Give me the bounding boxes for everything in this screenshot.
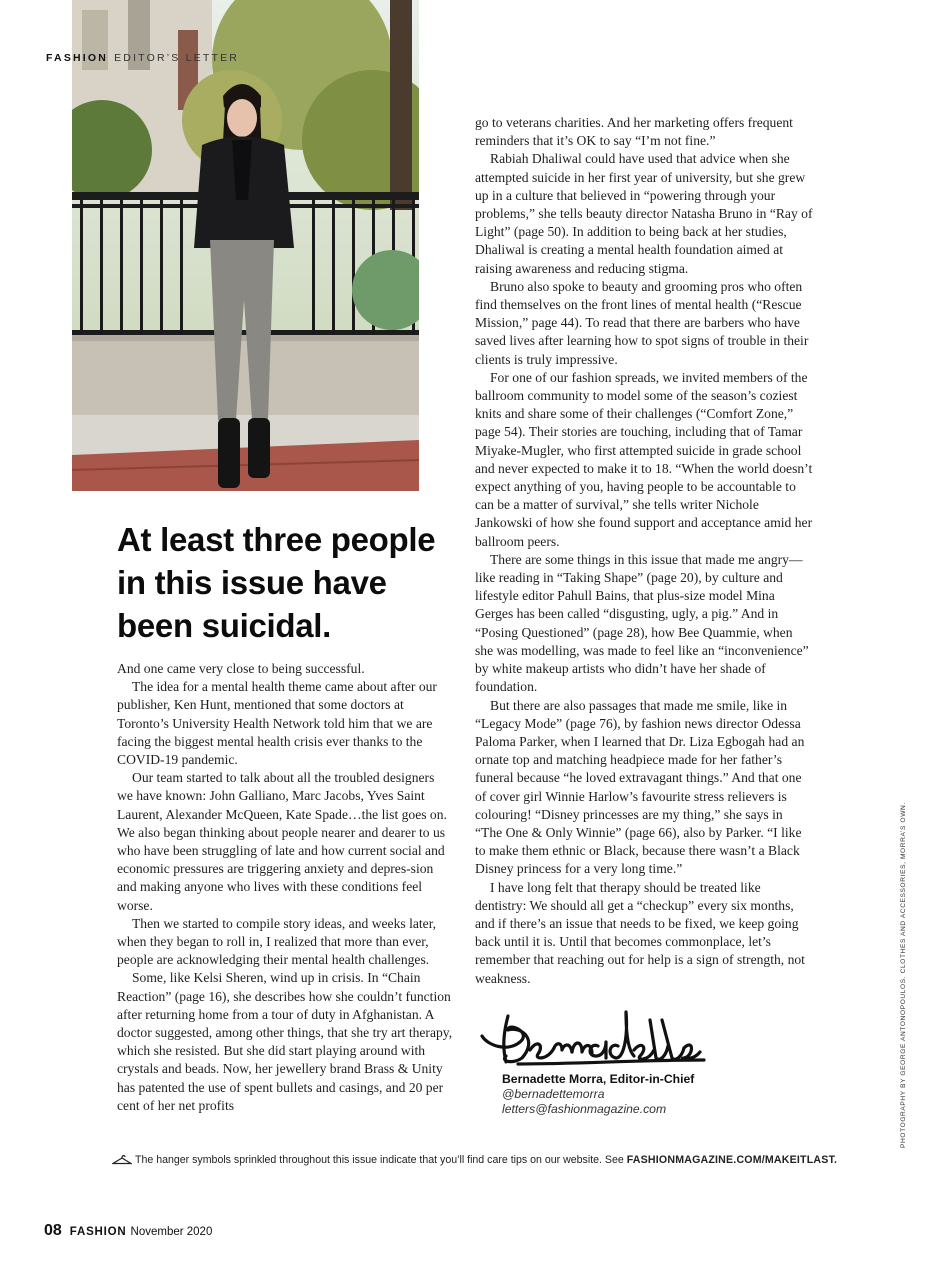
- care-note-url[interactable]: FASHIONMAGAZINE.COM/MAKEITLAST.: [626, 1154, 838, 1166]
- signature-block: [502, 1072, 694, 1117]
- editor-name-title: Bernadette Morra, Editor-in-Chief: [502, 1072, 695, 1086]
- paragraph: Our team started to talk about all the troubled designers we have known: John Galliano, Marc Jacobs, Yves Saint Laurent, Alexander McQueen, Kate Spade…the list goes on. We also began thinking about people nearer and dearer to us who have been struggling of late and how current social and economic pressures are triggering anxiety and depres-sion and making anyone who lives with these conditions feel worse.: [117, 770, 447, 913]
- headline: At least three people in this issue have been suicidal.: [117, 521, 436, 644]
- paragraph: Some, like Kelsi Sheren, wind up in crisis. In “Chain Reaction” (page 16), she describes how she couldn’t function after returning home from a tour of duty in Afghanistan. A doctor suggested, among other things, that she try art therapy, which she resisted. But she did start playing around with crystals and beads. Now, her jewellery brand Brass & Unity has patented the use of spent bullets and casings, and 20 per cent of her net profits: [117, 970, 453, 1113]
- paragraph: And one came very close to being successful.: [117, 661, 365, 676]
- editor-portrait-photo: [72, 0, 419, 491]
- social-handle: @bernadettemorra: [502, 1087, 605, 1101]
- handwritten-signature: [478, 1006, 708, 1072]
- subsection-name: EDITOR’S LETTER: [114, 52, 240, 64]
- paragraph: But there are also passages that made me smile, like in “Legacy Mode” (page 76), by fashion news director Odessa Paloma Parker, when I learned that Dr. Liza Egbogah had an ornate top and matching headpiece made for her father’s funeral because “he loved extravagant things.” And that one of cover girl Winnie Harlow’s favourite stress relievers is colouring! “Disney princesses are my thing,” she says in “The One & Only Winnie” (page 66), also by Parker. “I like to make them ethnic or Black, because there wasn’t a Black Disney princess for a very long time.”: [475, 697, 805, 877]
- page-number: 08: [44, 1222, 62, 1239]
- paragraph: Rabiah Dhaliwal could have used that advice when she attempted suicide in her first year of university, but she grew up in a culture that believed in “powering through your problems,” she tells beauty director Natasha Bruno in “Ray of Light” (page 50). In addition to being back at her studies, Dhaliwal is creating a mental health foundation aimed at raising awareness and reducing stigma.: [475, 151, 813, 276]
- care-tips-note: [112, 1154, 837, 1168]
- paragraph: Bruno also spoke to beauty and grooming pros who often find themselves on the front lines of mental health (“Rescue Mission,” page 44). To read that there are barbers who have saved lives after learning how to spot signs of trouble in their clients is truly impressive.: [475, 278, 809, 367]
- paragraph: For one of our fashion spreads, we invited members of the ballroom community to model some of the season’s coziest knits and share some of their challenges (“Comfort Zone,” page 54). Their stories are touching, including that of Tamar Miyake-Mugler, who first attempted suicide in grade school and never expected to make it to 18. “When the world doesn’t expect anything of you, having people to be accountable to can be a matter of survival,” she tells writer Nichole Jankowski of how she found support and acceptance amid her ballroom peers.: [475, 369, 813, 549]
- care-note-text: The hanger symbols sprinkled throughout this issue indicate that you’ll find care tips on our website. See: [135, 1154, 627, 1166]
- hanger-icon: [112, 1154, 132, 1168]
- photo-credit: PHOTOGRAPHY BY GEORGE ANTONOPOULOS. CLOTHES AND ACCESSORIES, MORRA’S OWN.: [900, 802, 907, 1148]
- contact-email: letters@fashionmagazine.com: [502, 1102, 667, 1116]
- section-name: FASHION: [46, 52, 109, 64]
- paragraph: There are some things in this issue that made me angry—like reading in “Taking Shape” (page 20), by culture and lifestyle editor Pahull Bains, that plus-size model Mina Gerges has been called “disgusting, ugly, a pig.” And in “Posing Questioned” (page 28), how Bee Quammie, when she was modelling, was made to feel like an “inconvenience” by white makeup artists who didn’t have her shade of foundation.: [475, 551, 809, 695]
- folio-brand: FASHION: [69, 1226, 127, 1238]
- folio: [44, 1222, 212, 1240]
- paragraph: go to veterans charities. And her marketing offers frequent reminders that it’s OK to say “I’m not fine.”: [475, 115, 793, 149]
- folio-date: November 2020: [130, 1226, 213, 1238]
- paragraph: The idea for a mental health theme came about after our publisher, Ken Hunt, mentioned that some doctors at Toronto’s University Health Network told him that we are facing the biggest mental health crisis ever thanks to the COVID-19 pandemic.: [117, 679, 437, 768]
- section-label: [46, 52, 239, 64]
- paragraph: Then we started to compile story ideas, and weeks later, when they began to roll in, I realized that more than ever, people are acknowledging their mental health challenges.: [117, 915, 437, 968]
- body-column-right: [475, 114, 813, 988]
- body-column-left: [117, 660, 453, 1115]
- paragraph: I have long felt that therapy should be treated like dentistry: We should all get a “checkup” every six months, and if there’s an issue that needs to be fixed, we keep going back until it is. Until that becomes commonplace, let’s remember that reaching out for help is a sign of strength, not weakness.: [475, 879, 805, 986]
